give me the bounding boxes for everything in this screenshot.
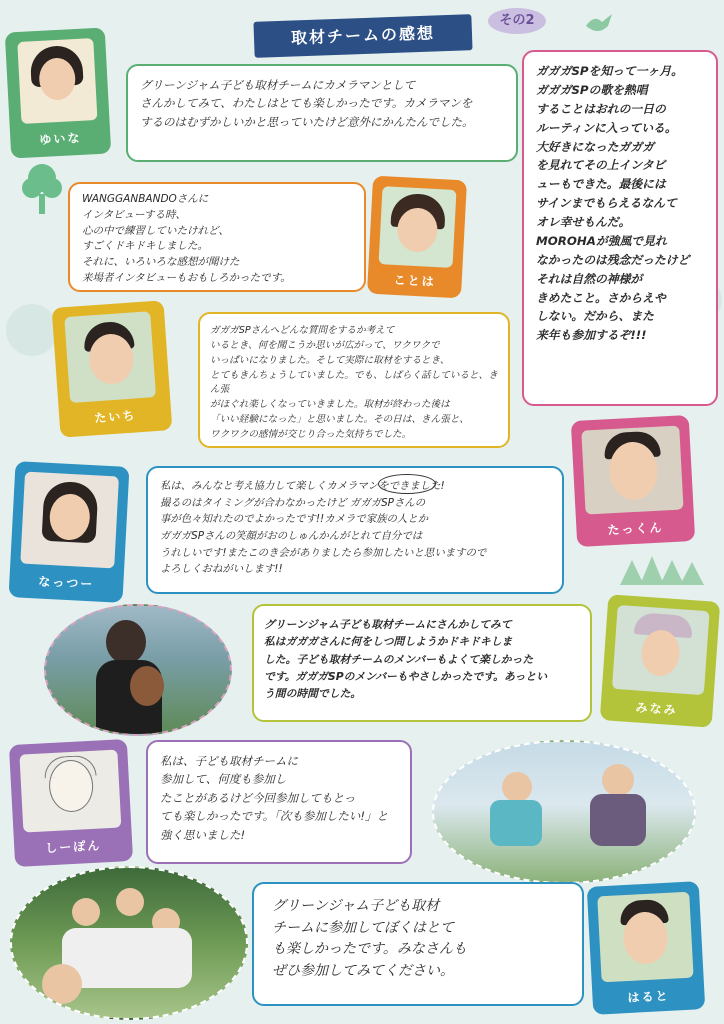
member-name: ゆいな	[39, 130, 82, 148]
comment-bubble-shibon	[146, 740, 412, 864]
illustration-portrait	[19, 750, 121, 833]
member-name: はると	[627, 988, 670, 1006]
comment-bubble-haruto	[252, 882, 584, 1006]
comment-text: グリーンジャム子ども取材 チームに参加してぼくはとて も楽しかったです。みなさんも ぜひ参加してみてください。	[272, 898, 467, 980]
profile-card-nattsu	[9, 461, 130, 603]
comment-bubble-yuina	[126, 64, 518, 162]
comment-text: グリーンジャム子ども取材チームにカメラマンとして さんかしてみて、わたしはとても楽しかったです。カメラマンを するのはむずかしいかと思っていたけど意外にかんたんでした。	[140, 78, 474, 129]
event-photo-jumping-kids	[432, 740, 696, 884]
comment-bubble-minami	[252, 604, 592, 722]
portrait-photo	[597, 892, 693, 983]
portrait-photo	[20, 472, 119, 569]
comment-bubble-taichi	[198, 312, 510, 448]
part-badge	[488, 8, 546, 34]
profile-card-taichi	[52, 300, 173, 437]
tree-icon	[20, 160, 64, 220]
portrait-photo	[612, 605, 710, 695]
comment-text: 私は、みんなと考え協力して楽しくカメラマンをできました! 撮るのはタイミングが合わなかったけど ガガガSPさんの 事が色々知れたのでよかったです!!カメラで家族の人とか ガガガSPさんの笑顔がおのしゅんかんがとれて自分では うれしいです!またこのき会がありましたら参加したいと思いますので よろしくおねがいします!!	[160, 480, 487, 576]
circled-word	[378, 474, 436, 494]
portrait-photo	[379, 186, 457, 268]
profile-card-takkun	[571, 415, 695, 547]
page-title: 取材チームの感想	[290, 23, 436, 48]
profile-card-haruto	[587, 881, 706, 1015]
event-photo-group	[10, 866, 248, 1020]
comment-text: WANGGANBANDOさんに インタビューする時、 心の中で練習していたけれど、 すごくドキドキしました。 それに、いろいろな感想が聞けた 来場者インタビューもおもしろかったです。	[82, 193, 291, 284]
profile-card-yuina	[5, 27, 111, 158]
profile-card-minami	[600, 594, 721, 728]
member-name: なっつー	[37, 574, 95, 592]
comment-bubble-nattsu	[146, 466, 564, 594]
portrait-photo	[64, 311, 156, 403]
event-photo-musician	[44, 604, 232, 736]
comment-text: ガガガSPを知って一ヶ月。 ガガガSPの歌を熱唱 することはおれの一日の ルーティンに入っている。 大好きになったガガガ を見れてその上インタビ ューもできた。最後には サインまでもらえるなんて オレ幸せもんだ。 MOROHAが強風で見れ なかったのは残念だったけど それは自然の神様が きめたこと。さからえや しない。だから、また 来年も参加するぞ!!!	[536, 64, 690, 343]
portrait-photo	[581, 426, 683, 515]
comment-bubble-takkun	[522, 50, 718, 406]
portrait-photo	[17, 38, 97, 124]
bird-icon	[584, 10, 614, 38]
member-name: ことは	[393, 272, 437, 290]
member-name: たいち	[93, 408, 137, 426]
comment-text: ガガガSPさんへどんな質問をするか考えて いるとき、何を聞こうか思いが広がって、ワクワクで いっぱいになりました。そして実際に取材をするとき、 とてもきんちょうしていました。でも、しばらく話していると、きん張 がほぐれ楽しくなっていきました。取材が終わった後は 「いい経験になった」と思いました。その日は、きん張と、 ワクワクの感情が交じり合った気持ちでした。	[210, 325, 498, 441]
comment-text: グリーンジャム子ども取材チームにさんかしてみて 私はガガガさんに何をしつ問しようかドキドキしま した。子ども取材チームのメンバーもよくて楽しかった です。ガガガSPのメンバーもやさしかったです。あっとい う間の時間でした。	[264, 618, 548, 701]
member-name: たっくん	[607, 520, 664, 538]
header-banner	[253, 14, 472, 58]
profile-card-kotoha	[367, 176, 467, 299]
part-label: その2	[499, 13, 535, 28]
comment-text: 私は、子ども取材チームに 参加して、何度も参加し たことがあるけど今回参加してもとっ ても楽しかったです。「次も参加したい!」と 強く思いました!	[160, 754, 388, 842]
comment-bubble-kotoha	[68, 182, 366, 292]
member-name: みなみ	[635, 700, 679, 718]
member-name: しーぽん	[44, 838, 102, 856]
profile-card-shibon	[9, 739, 133, 867]
